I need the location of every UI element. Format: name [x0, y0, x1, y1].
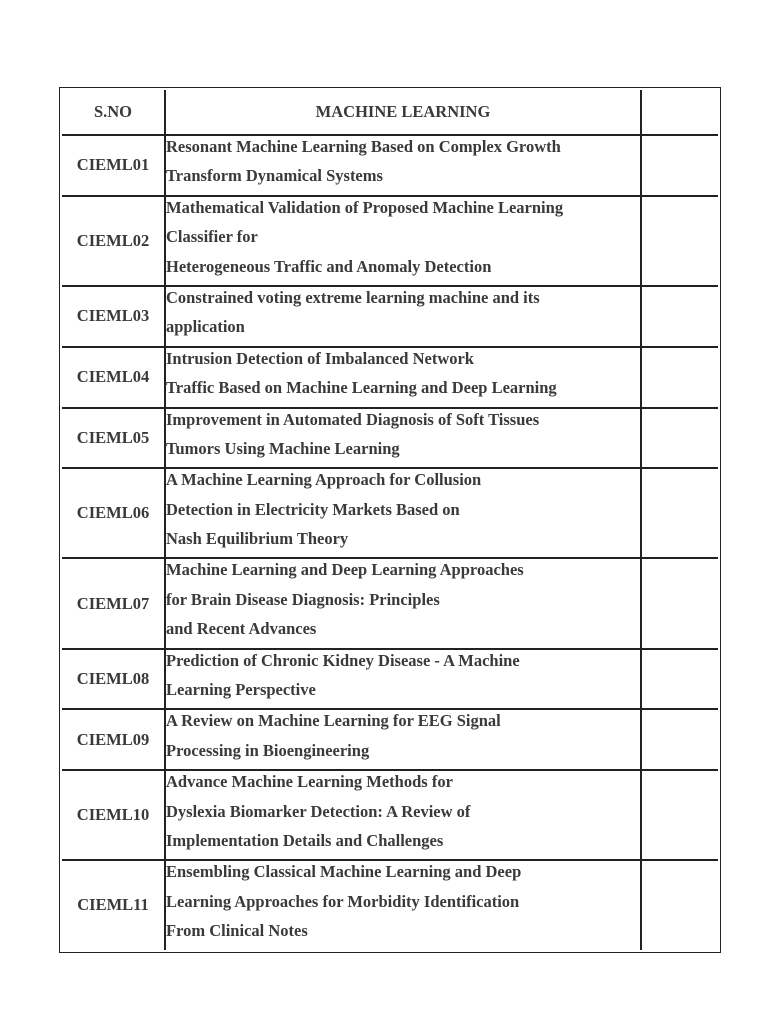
title-line: application [166, 317, 245, 337]
row-code: CIEML06 [62, 469, 166, 559]
table-body [62, 136, 718, 950]
row-code: CIEML10 [62, 771, 166, 861]
row-code: CIEML11 [62, 861, 166, 949]
project-table [62, 90, 718, 950]
row-code: CIEML09 [62, 710, 166, 771]
title-line: Nash Equilibrium Theory [166, 529, 349, 549]
project-table-frame [59, 87, 721, 953]
row-extra-cell [642, 409, 718, 470]
title-line: Tumors Using Machine Learning [166, 438, 400, 458]
title-line: Traffic Based on Machine Learning and Deep Learning [166, 378, 557, 398]
row-title [166, 771, 642, 861]
row-code: CIEML07 [62, 559, 166, 649]
row-extra-cell [642, 710, 718, 771]
row-extra-cell [642, 469, 718, 559]
row-title [166, 710, 642, 771]
title-line: Learning Approaches for Morbidity Identification [166, 891, 520, 911]
row-title [166, 861, 642, 949]
title-line: Implementation Details and Challenges [166, 830, 444, 850]
table-row [62, 559, 718, 649]
title-line: From Clinical Notes [166, 921, 308, 941]
title-line: Resonant Machine Learning Based on Complex Growth [166, 137, 561, 156]
row-code: CIEML05 [62, 409, 166, 470]
row-title [166, 559, 642, 649]
title-line: Detection in Electricity Markets Based on [166, 499, 460, 519]
row-extra-cell [642, 650, 718, 711]
title-line: Improvement in Automated Diagnosis of Soft Tissues [166, 409, 540, 429]
table-row [62, 710, 718, 771]
row-extra-cell [642, 771, 718, 861]
title-line: Mathematical Validation of Proposed Machine Learning [166, 197, 564, 217]
row-code: CIEML03 [62, 287, 166, 348]
table-row [62, 650, 718, 711]
header-sno: S.NO [62, 90, 166, 136]
title-line: A Machine Learning Approach for Collusion [166, 470, 482, 490]
table-row [62, 409, 718, 470]
row-title [166, 197, 642, 287]
row-extra-cell [642, 287, 718, 348]
title-line: A Review on Machine Learning for EEG Signal [166, 711, 501, 731]
title-line: Intrusion Detection of Imbalanced Network [166, 348, 474, 368]
title-line: Constrained voting extreme learning machine and its [166, 287, 540, 307]
row-extra-cell [642, 348, 718, 409]
row-extra-cell [642, 136, 718, 197]
title-line: for Brain Disease Diagnosis: Principles [166, 589, 440, 609]
table-row [62, 287, 718, 348]
table-row [62, 771, 718, 861]
title-line: and Recent Advances [166, 619, 317, 639]
header-extra [642, 90, 718, 136]
title-line: Ensembling Classical Machine Learning and Deep [166, 862, 522, 882]
title-line: Dyslexia Biomarker Detection: A Review of [166, 801, 471, 821]
table-row [62, 861, 718, 949]
row-title [166, 348, 642, 409]
row-title [166, 409, 642, 470]
title-line: Heterogeneous Traffic and Anomaly Detection [166, 256, 492, 276]
row-title [166, 650, 642, 711]
title-line: Learning Perspective [166, 680, 316, 700]
title-line: Prediction of Chronic Kidney Disease - A Machine [166, 650, 520, 670]
row-title [166, 469, 642, 559]
row-code: CIEML04 [62, 348, 166, 409]
table-header-row [62, 90, 718, 136]
title-line: Processing in Bioengineering [166, 740, 370, 760]
row-title [166, 287, 642, 348]
title-line: Transform Dynamical Systems [166, 166, 383, 186]
table-row [62, 136, 718, 197]
row-extra-cell [642, 197, 718, 287]
header-title: MACHINE LEARNING [166, 90, 642, 136]
row-code: CIEML08 [62, 650, 166, 711]
row-extra-cell [642, 861, 718, 949]
row-title [166, 136, 642, 197]
row-extra-cell [642, 559, 718, 649]
row-code: CIEML01 [62, 136, 166, 197]
table-row [62, 469, 718, 559]
title-line: Machine Learning and Deep Learning Approaches [166, 560, 524, 580]
table-row [62, 197, 718, 287]
title-line: Classifier for [166, 227, 258, 247]
title-line: Advance Machine Learning Methods for [166, 772, 453, 792]
table-row [62, 348, 718, 409]
row-code: CIEML02 [62, 197, 166, 287]
